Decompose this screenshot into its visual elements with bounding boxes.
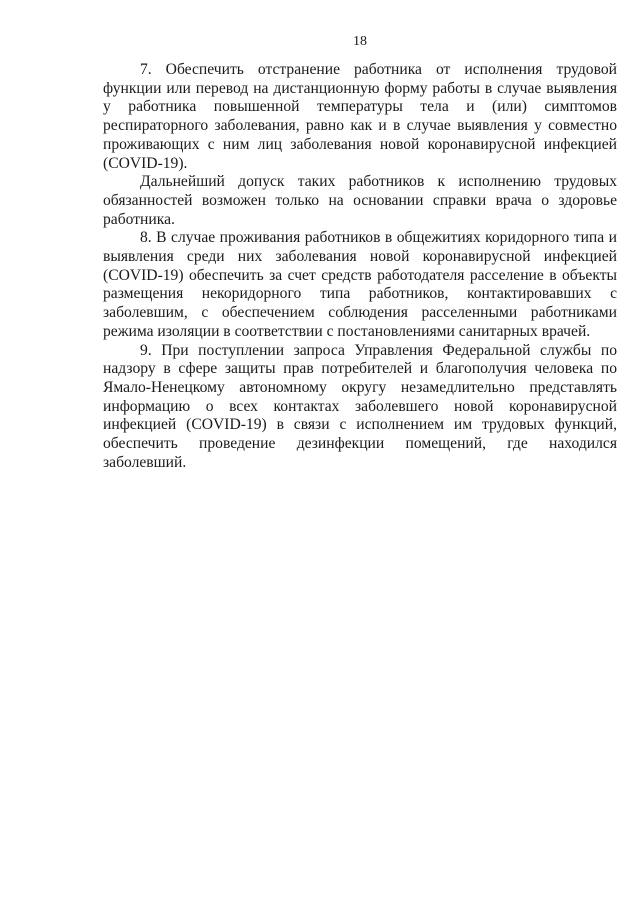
paragraph-item-9: 9. При поступлении запроса Управления Федеральной службы по надзору в сфере защиты прав потребителей и благополучия человека по Ямало-Ненецкому автономному округу незамедлительно представлять информацию о всех контактах заболевшего новой коронавирусной инфекцией (COVID-19) в связи с исполнением им трудовых функций, обеспечить проведение дезинфекции помещений, где находился заболевший. [103,341,617,471]
page-number: 18 [353,34,367,49]
document-body [103,61,617,472]
paragraph-item-7-continuation: Дальнейший допуск таких работников к исполнению трудовых обязанностей возможен только на основании справки врача о здоровье работника. [103,173,617,228]
paragraph-item-7: 7. Обеспечить отстранение работника от исполнения трудовой функции или перевод на дистанционную форму работы в случае выявления у работника повышенной температуры тела и (или) симптомов респираторного заболевания, равно как и в случае выявления у совместно проживающих с ним лиц заболевания новой коронавирусной инфекцией (COVID-19). [103,61,617,172]
paragraph-item-8: 8. В случае проживания работников в общежитиях коридорного типа и выявления среди них заболевания новой коронавирусной инфекцией (COVID-19) обеспечить за счет средств работодателя расселение в объекты размещения некоридорного типа работников, контактировавших с заболевшим, с обеспечением соблюдения расселенными работниками режима изоляции в соответствии с постановлениями санитарных врачей. [103,229,617,340]
